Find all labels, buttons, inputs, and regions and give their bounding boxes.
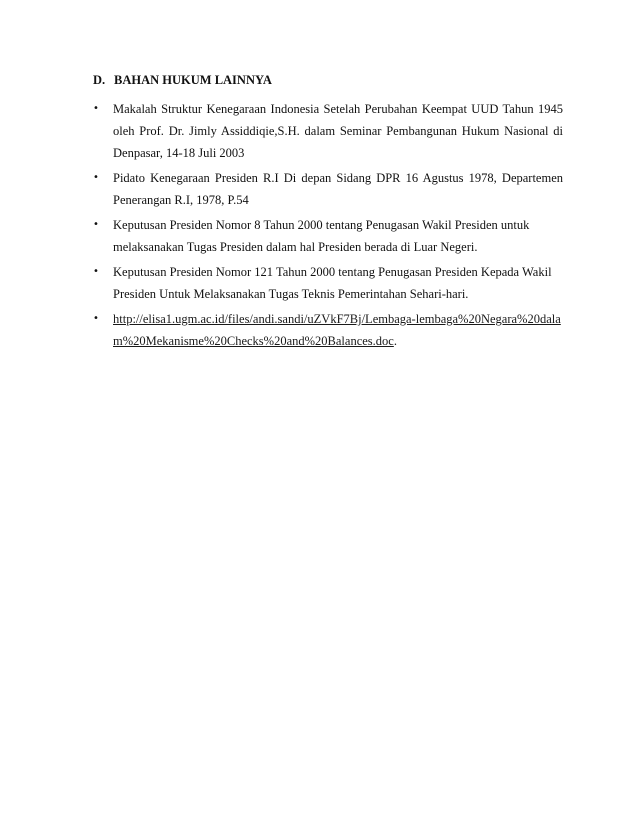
bullet-icon: • (93, 313, 99, 324)
list-item (93, 261, 563, 305)
section-letter: D. (93, 73, 106, 87)
reference-text: Keputusan Presiden Nomor 121 Tahun 2000 tentang Penugasan Presiden Kepada Wakil Presiden Untuk Melaksanakan Tugas Teknis Pemerintahan Sehari-hari. (113, 265, 552, 301)
bullet-icon: • (93, 103, 99, 114)
reference-text: Pidato Kenegaraan Presiden R.I Di depan Sidang DPR 16 Agustus 1978, Departemen Penerangan R.I, 1978, P.54 (113, 171, 563, 207)
reference-text: Keputusan Presiden Nomor 8 Tahun 2000 tentang Penugasan Wakil Presiden untuk melaksanakan Tugas Presiden dalam hal Presiden berada di Luar Negeri. (113, 218, 530, 254)
list-item (93, 98, 563, 164)
section-heading (93, 72, 272, 88)
list-item (93, 167, 563, 211)
bullet-icon: • (93, 266, 99, 277)
reference-link-line (113, 308, 563, 352)
link-suffix: . (393, 334, 397, 348)
reference-text: Makalah Struktur Kenegaraan Indonesia Setelah Perubahan Keempat UUD Tahun 1945 oleh Prof. Dr. Jimly Assiddiqie,S.H. dalam Seminar Pembangunan Hukum Nasional di Denpasar, 14-18 Juli 2003 (113, 102, 563, 160)
reference-list (93, 98, 563, 355)
list-item (93, 214, 563, 258)
bullet-icon: • (93, 219, 99, 230)
reference-link[interactable]: http://elisa1.ugm.ac.id/files/andi.sandi/uZVkF7Bj/Lembaga-lembaga%20Negara%20dalam%20Mekanisme%20Checks%20and%20Balances.doc (113, 312, 561, 348)
bullet-icon: • (93, 172, 99, 183)
list-item (93, 308, 563, 352)
section-title: BAHAN HUKUM LAINNYA (114, 73, 272, 87)
